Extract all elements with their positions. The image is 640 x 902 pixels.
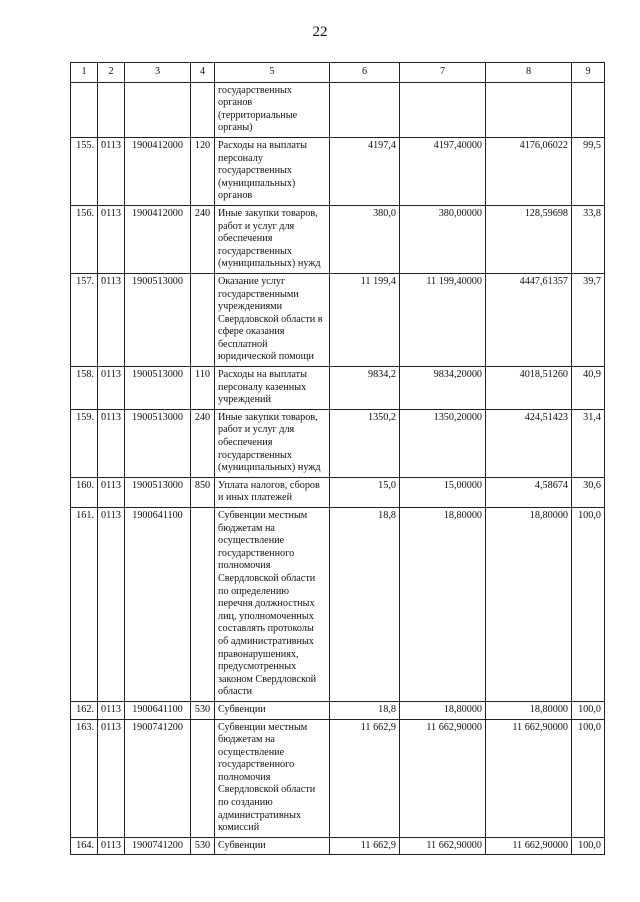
percent-value: 30,6 xyxy=(572,477,605,507)
item-name: Субвенции местным бюджетам на осуществление государственного полномочия Свердловской области по созданию административных комиссий xyxy=(215,719,330,837)
type-code: 120 xyxy=(191,137,215,205)
row-number: 158. xyxy=(71,367,98,410)
section-code: 0113 xyxy=(98,477,125,507)
percent-value: 39,7 xyxy=(572,273,605,366)
plan-amount: 18,8 xyxy=(330,701,400,719)
item-name: Уплата налогов, сборов и иных платежей xyxy=(215,477,330,507)
header-cell: 1 xyxy=(71,63,98,83)
row-number: 162. xyxy=(71,701,98,719)
header-cell: 6 xyxy=(330,63,400,83)
refined-amount xyxy=(400,82,486,137)
refined-amount: 15,00000 xyxy=(400,477,486,507)
section-code: 0113 xyxy=(98,508,125,702)
executed-amount: 128,59698 xyxy=(486,205,572,273)
refined-amount: 9834,20000 xyxy=(400,367,486,410)
refined-amount: 11 662,90000 xyxy=(400,719,486,837)
target-code: 1900513000 xyxy=(125,477,191,507)
refined-amount: 11 199,40000 xyxy=(400,273,486,366)
header-cell: 9 xyxy=(572,63,605,83)
table-row xyxy=(71,82,605,137)
target-code xyxy=(125,82,191,137)
item-name: Иные закупки товаров, работ и услуг для обеспечения государственных (муниципальных) нужд xyxy=(215,205,330,273)
refined-amount: 11 662,90000 xyxy=(400,837,486,855)
type-code: 530 xyxy=(191,837,215,855)
executed-amount: 4,58674 xyxy=(486,477,572,507)
refined-amount: 4197,40000 xyxy=(400,137,486,205)
target-code: 1900513000 xyxy=(125,273,191,366)
item-name: Расходы на выплаты персоналу государственных (муниципальных) органов xyxy=(215,137,330,205)
target-code: 1900412000 xyxy=(125,205,191,273)
executed-amount: 424,51423 xyxy=(486,409,572,477)
section-code: 0113 xyxy=(98,273,125,366)
table-row xyxy=(71,719,605,837)
percent-value: 100,0 xyxy=(572,508,605,702)
item-name: государственных органов (территориальные органы) xyxy=(215,82,330,137)
percent-value: 100,0 xyxy=(572,719,605,837)
table-row xyxy=(71,837,605,855)
header-row xyxy=(71,63,605,83)
executed-amount: 11 662,90000 xyxy=(486,837,572,855)
item-name: Субвенции xyxy=(215,701,330,719)
table-row xyxy=(71,409,605,477)
page-number: 22 xyxy=(312,24,328,40)
refined-amount: 380,00000 xyxy=(400,205,486,273)
header-cell: 7 xyxy=(400,63,486,83)
table-row xyxy=(71,273,605,366)
executed-amount xyxy=(486,82,572,137)
table-row xyxy=(71,367,605,410)
plan-amount: 1350,2 xyxy=(330,409,400,477)
type-code: 240 xyxy=(191,409,215,477)
row-number: 164. xyxy=(71,837,98,855)
executed-amount: 18,80000 xyxy=(486,508,572,702)
percent-value: 99,5 xyxy=(572,137,605,205)
row-number: 155. xyxy=(71,137,98,205)
executed-amount: 4018,51260 xyxy=(486,367,572,410)
table-row xyxy=(71,205,605,273)
plan-amount: 15,0 xyxy=(330,477,400,507)
type-code: 530 xyxy=(191,701,215,719)
target-code: 1900513000 xyxy=(125,367,191,410)
section-code: 0113 xyxy=(98,137,125,205)
item-name: Субвенции местным бюджетам на осуществление государственного полномочия Свердловской области по определению перечня должностных лиц, уполномоченных составлять протоколы об административных правонарушениях, предусмотренных законом Свердловской области xyxy=(215,508,330,702)
type-code: 240 xyxy=(191,205,215,273)
item-name: Субвенции xyxy=(215,837,330,855)
target-code: 1900741200 xyxy=(125,837,191,855)
type-code xyxy=(191,273,215,366)
table-row xyxy=(71,508,605,702)
section-code: 0113 xyxy=(98,719,125,837)
item-name: Оказание услуг государственными учреждениями Свердловской области в сфере оказания бесплатной юридической помощи xyxy=(215,273,330,366)
table-row xyxy=(71,477,605,507)
refined-amount: 1350,20000 xyxy=(400,409,486,477)
plan-amount: 4197,4 xyxy=(330,137,400,205)
target-code: 1900513000 xyxy=(125,409,191,477)
percent-value: 100,0 xyxy=(572,701,605,719)
plan-amount: 9834,2 xyxy=(330,367,400,410)
target-code: 1900641100 xyxy=(125,508,191,702)
executed-amount: 11 662,90000 xyxy=(486,719,572,837)
type-code: 110 xyxy=(191,367,215,410)
header-cell: 3 xyxy=(125,63,191,83)
plan-amount: 11 662,9 xyxy=(330,719,400,837)
percent-value: 33,8 xyxy=(572,205,605,273)
section-code: 0113 xyxy=(98,837,125,855)
row-number: 161. xyxy=(71,508,98,702)
item-name: Иные закупки товаров, работ и услуг для обеспечения государственных (муниципальных) нужд xyxy=(215,409,330,477)
executed-amount: 18,80000 xyxy=(486,701,572,719)
plan-amount: 380,0 xyxy=(330,205,400,273)
type-code xyxy=(191,82,215,137)
item-name: Расходы на выплаты персоналу казенных учреждений xyxy=(215,367,330,410)
header-cell: 8 xyxy=(486,63,572,83)
row-number xyxy=(71,82,98,137)
table-row xyxy=(71,701,605,719)
row-number: 163. xyxy=(71,719,98,837)
percent-value: 40,9 xyxy=(572,367,605,410)
section-code xyxy=(98,82,125,137)
section-code: 0113 xyxy=(98,367,125,410)
header-cell: 5 xyxy=(215,63,330,83)
row-number: 156. xyxy=(71,205,98,273)
refined-amount: 18,80000 xyxy=(400,508,486,702)
type-code xyxy=(191,719,215,837)
percent-value: 31,4 xyxy=(572,409,605,477)
section-code: 0113 xyxy=(98,409,125,477)
percent-value: 100,0 xyxy=(572,837,605,855)
type-code xyxy=(191,508,215,702)
refined-amount: 18,80000 xyxy=(400,701,486,719)
section-code: 0113 xyxy=(98,701,125,719)
table-row xyxy=(71,137,605,205)
executed-amount: 4176,06022 xyxy=(486,137,572,205)
header-cell: 2 xyxy=(98,63,125,83)
type-code: 850 xyxy=(191,477,215,507)
plan-amount: 18,8 xyxy=(330,508,400,702)
header-cell: 4 xyxy=(191,63,215,83)
executed-amount: 4447,61357 xyxy=(486,273,572,366)
row-number: 160. xyxy=(71,477,98,507)
target-code: 1900412000 xyxy=(125,137,191,205)
row-number: 159. xyxy=(71,409,98,477)
budget-table xyxy=(70,62,605,855)
plan-amount: 11 199,4 xyxy=(330,273,400,366)
percent-value xyxy=(572,82,605,137)
target-code: 1900741200 xyxy=(125,719,191,837)
section-code: 0113 xyxy=(98,205,125,273)
row-number: 157. xyxy=(71,273,98,366)
plan-amount xyxy=(330,82,400,137)
plan-amount: 11 662,9 xyxy=(330,837,400,855)
target-code: 1900641100 xyxy=(125,701,191,719)
